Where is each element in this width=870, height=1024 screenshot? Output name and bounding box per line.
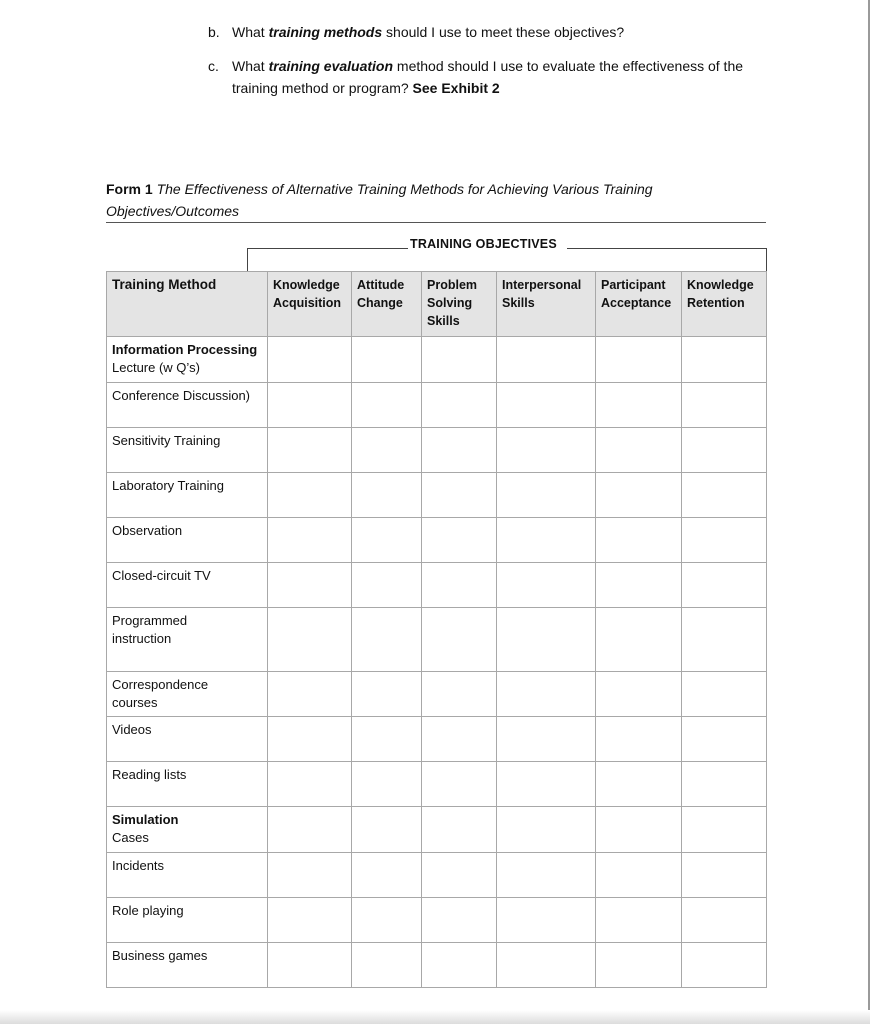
rating-cell[interactable]	[497, 337, 596, 383]
rating-cell[interactable]	[422, 563, 497, 608]
table-row	[107, 672, 767, 717]
rating-cell[interactable]	[596, 717, 682, 762]
rating-cell[interactable]	[422, 943, 497, 988]
rating-cell[interactable]	[497, 717, 596, 762]
column-header-knowledge-retention	[682, 272, 767, 337]
rating-cell[interactable]	[268, 672, 352, 717]
rating-cell[interactable]	[596, 943, 682, 988]
method-name: Correspondence	[112, 677, 209, 692]
table-row	[107, 762, 767, 807]
table-row	[107, 518, 767, 563]
column-header-line: Interpersonal	[502, 278, 582, 292]
form-title-text: The Effectiveness of Alternative Training Methods for Achieving Various Training Objectives/Outcomes	[106, 181, 653, 219]
method-name: courses	[112, 695, 158, 710]
rating-cell[interactable]	[596, 853, 682, 898]
column-header-line: Skills	[502, 296, 535, 310]
rating-cell[interactable]	[268, 337, 352, 383]
rating-cell[interactable]	[497, 898, 596, 943]
rating-cell[interactable]	[268, 473, 352, 518]
method-name: Lecture (w Q’s)	[112, 360, 200, 375]
rating-cell[interactable]	[596, 518, 682, 563]
rating-cell[interactable]	[268, 428, 352, 473]
rating-cell[interactable]	[422, 383, 497, 428]
training-method-cell	[107, 563, 268, 608]
column-header-line: Retention	[687, 296, 745, 310]
training-method-cell	[107, 762, 268, 807]
column-header-knowledge-acquisition	[268, 272, 352, 337]
training-method-cell	[107, 428, 268, 473]
table-header-row	[107, 272, 767, 337]
rating-cell[interactable]	[596, 672, 682, 717]
table-body	[107, 337, 767, 988]
column-header-line: Knowledge	[687, 278, 754, 292]
table-row	[107, 853, 767, 898]
objectives-header: TRAINING OBJECTIVES	[408, 237, 567, 251]
training-method-header: Training Method	[107, 272, 268, 337]
rating-cell[interactable]	[682, 898, 767, 943]
rating-cell[interactable]	[497, 608, 596, 672]
rating-cell[interactable]	[422, 807, 497, 853]
method-name: Reading lists	[112, 767, 187, 782]
rating-cell[interactable]	[682, 853, 767, 898]
rating-cell[interactable]	[596, 807, 682, 853]
rating-cell[interactable]	[268, 383, 352, 428]
rating-cell[interactable]	[422, 337, 497, 383]
page-bottom-edge	[0, 1010, 870, 1024]
column-header-line: Acceptance	[601, 296, 672, 310]
table-row	[107, 337, 767, 383]
method-name: Business games	[112, 948, 208, 963]
rating-cell[interactable]	[422, 672, 497, 717]
rating-cell[interactable]	[352, 337, 422, 383]
column-header-attitude-change	[352, 272, 422, 337]
rating-cell[interactable]	[682, 428, 767, 473]
rating-cell[interactable]	[497, 563, 596, 608]
rating-cell[interactable]	[497, 853, 596, 898]
rating-cell[interactable]	[352, 943, 422, 988]
training-method-cell	[107, 473, 268, 518]
rating-cell[interactable]	[682, 762, 767, 807]
rating-cell[interactable]	[268, 898, 352, 943]
objectives-bracket	[247, 248, 767, 271]
method-name: Incidents	[112, 858, 165, 873]
column-header-participant-acceptance	[596, 272, 682, 337]
method-name: Observation	[112, 523, 183, 538]
method-name: Closed-circuit TV	[112, 568, 211, 583]
method-name: Cases	[112, 830, 149, 845]
method-name: instruction	[112, 631, 172, 646]
rating-cell[interactable]	[682, 717, 767, 762]
rating-cell[interactable]	[596, 762, 682, 807]
question-c-text-part: What	[232, 58, 269, 74]
rating-cell[interactable]	[352, 672, 422, 717]
rating-cell[interactable]	[268, 563, 352, 608]
rating-cell[interactable]	[596, 608, 682, 672]
form-title	[106, 178, 726, 222]
rating-cell[interactable]	[497, 943, 596, 988]
column-header-line: Solving	[427, 296, 473, 310]
rating-cell[interactable]	[422, 762, 497, 807]
column-header-line: Attitude	[357, 278, 405, 292]
column-header-problem-solving-skills	[422, 272, 497, 337]
method-group-heading: Simulation	[112, 812, 179, 827]
exhibit-reference: See Exhibit 2	[412, 80, 500, 96]
rating-cell[interactable]	[352, 717, 422, 762]
table-row	[107, 608, 767, 672]
rating-cell[interactable]	[682, 807, 767, 853]
method-group-heading: Information Processing	[112, 342, 258, 357]
rating-cell[interactable]	[352, 383, 422, 428]
table-row	[107, 807, 767, 853]
rating-cell[interactable]	[682, 518, 767, 563]
question-c-letter: c.	[208, 58, 219, 74]
rating-cell[interactable]	[682, 473, 767, 518]
rating-cell[interactable]	[682, 672, 767, 717]
rating-cell[interactable]	[596, 473, 682, 518]
rating-cell[interactable]	[596, 383, 682, 428]
column-header-line: Knowledge	[273, 278, 340, 292]
table-row	[107, 473, 767, 518]
question-c-text	[232, 55, 772, 99]
rating-cell[interactable]	[497, 383, 596, 428]
training-method-cell	[107, 807, 268, 853]
rating-cell[interactable]	[682, 943, 767, 988]
rating-cell[interactable]	[682, 608, 767, 672]
rating-cell[interactable]	[268, 717, 352, 762]
rating-cell[interactable]	[422, 473, 497, 518]
rating-cell[interactable]	[268, 762, 352, 807]
rating-cell[interactable]	[352, 518, 422, 563]
method-name: Conference Discussion)	[112, 388, 251, 403]
table-row	[107, 428, 767, 473]
column-header-line: Acquisition	[273, 296, 342, 310]
rating-cell[interactable]	[422, 898, 497, 943]
method-name: Videos	[112, 722, 152, 737]
training-method-cell	[107, 337, 268, 383]
rating-cell[interactable]	[422, 853, 497, 898]
question-b-text-part: What	[232, 24, 269, 40]
rating-cell[interactable]	[497, 473, 596, 518]
training-method-cell	[107, 898, 268, 943]
rating-cell[interactable]	[268, 518, 352, 563]
effectiveness-table	[106, 271, 767, 988]
column-header-line: Change	[357, 296, 403, 310]
rating-cell[interactable]	[352, 428, 422, 473]
training-method-cell	[107, 943, 268, 988]
training-method-cell	[107, 853, 268, 898]
rating-cell[interactable]	[352, 853, 422, 898]
rating-cell[interactable]	[422, 608, 497, 672]
method-name: Role playing	[112, 903, 184, 918]
question-c-text-part: method should I use to evaluate the effectiveness of the training method or program?	[232, 58, 744, 96]
column-header-line: Participant	[601, 278, 666, 292]
table-row	[107, 898, 767, 943]
form-label: Form 1	[106, 181, 153, 197]
rating-cell[interactable]	[352, 563, 422, 608]
table-row	[107, 717, 767, 762]
rating-cell[interactable]	[352, 807, 422, 853]
rating-cell[interactable]	[682, 337, 767, 383]
rating-cell[interactable]	[596, 563, 682, 608]
rating-cell[interactable]	[596, 898, 682, 943]
rating-cell[interactable]	[596, 337, 682, 383]
table-row	[107, 563, 767, 608]
rating-cell[interactable]	[596, 428, 682, 473]
rating-cell[interactable]	[268, 807, 352, 853]
column-header-interpersonal-skills	[497, 272, 596, 337]
training-method-cell	[107, 608, 268, 672]
rating-cell[interactable]	[352, 898, 422, 943]
rating-cell[interactable]	[268, 943, 352, 988]
rating-cell[interactable]	[352, 608, 422, 672]
rating-cell[interactable]	[268, 853, 352, 898]
question-c-emphasis: training evaluation	[268, 58, 394, 74]
training-method-cell	[107, 383, 268, 428]
method-name: Programmed	[112, 613, 188, 628]
training-method-cell	[107, 518, 268, 563]
rating-cell[interactable]	[268, 608, 352, 672]
question-b-letter: b.	[208, 24, 220, 40]
rating-cell[interactable]	[497, 672, 596, 717]
question-b-emphasis: training methods	[268, 24, 383, 40]
rating-cell[interactable]	[497, 428, 596, 473]
question-b-text	[232, 21, 772, 43]
table-row	[107, 383, 767, 428]
training-method-cell	[107, 672, 268, 717]
training-method-cell	[107, 717, 268, 762]
rating-cell[interactable]	[422, 717, 497, 762]
rating-cell[interactable]	[422, 428, 497, 473]
rating-cell[interactable]	[497, 762, 596, 807]
form-title-rule	[106, 222, 766, 223]
column-header-line: Skills	[427, 314, 460, 328]
rating-cell[interactable]	[497, 807, 596, 853]
rating-cell[interactable]	[352, 473, 422, 518]
method-name: Laboratory Training	[112, 478, 225, 493]
table-row	[107, 943, 767, 988]
rating-cell[interactable]	[352, 762, 422, 807]
rating-cell[interactable]	[682, 563, 767, 608]
method-name: Sensitivity Training	[112, 433, 221, 448]
rating-cell[interactable]	[422, 518, 497, 563]
rating-cell[interactable]	[682, 383, 767, 428]
question-b-text-part: should I use to meet these objectives?	[382, 24, 625, 40]
rating-cell[interactable]	[497, 518, 596, 563]
column-header-line: Problem	[427, 278, 478, 292]
